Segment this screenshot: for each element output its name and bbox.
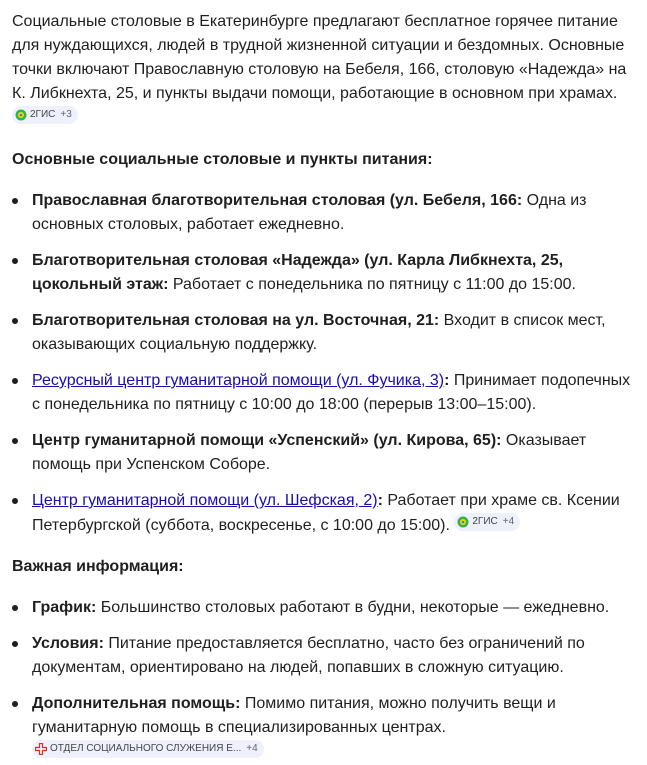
item-title: Благотворительная столовая на ул. Восточная, 21:	[32, 312, 440, 329]
source-chip-2gis[interactable]	[12, 106, 78, 124]
source-chip-2gis[interactable]	[454, 513, 520, 531]
list-item	[12, 309, 635, 357]
item-colon: :	[444, 372, 450, 389]
item-text: Работает при храме св. Ксении Петербургской (суббота, воскресенье, с 10:00 до 15:00).	[32, 492, 620, 534]
chip-more-count: +4	[502, 516, 515, 527]
section-heading-important: Важная информация:	[12, 558, 184, 575]
item-title: Условия:	[32, 635, 104, 652]
list-item	[12, 632, 635, 680]
item-text: Одна из основных столовых, работает ежедневно.	[32, 192, 587, 233]
list-item	[12, 249, 635, 297]
source-chip-social-service[interactable]	[32, 740, 264, 758]
important-list	[12, 596, 635, 765]
item-title: Благотворительная столовая «Надежда» (ул. Карла Либкнехта, 25, цокольный этаж:	[32, 252, 564, 293]
item-text: Принимает подопечных с понедельника по пятницу с 10:00 до 18:00 (перерыв 13:00–15:00).	[32, 372, 631, 413]
list-item	[12, 596, 635, 620]
item-text: Работает с понедельника по пятницу с 11:00 до 15:00.	[168, 276, 576, 293]
item-title: Дополнительная помощь:	[32, 695, 241, 712]
list-item	[12, 489, 635, 538]
chip-label: ОТДЕЛ СОЦИАЛЬНОГО СЛУЖЕНИЯ Е...	[50, 743, 242, 754]
chip-more-count: +4	[246, 743, 258, 754]
2gis-icon	[457, 516, 469, 528]
chip-label: 2ГИС	[30, 109, 56, 120]
shefskaya-center-link[interactable]: Центр гуманитарной помощи (ул. Шефская, 2)	[32, 492, 378, 509]
canteens-list	[12, 189, 635, 538]
list-item	[12, 369, 635, 417]
intro-paragraph	[12, 10, 635, 131]
item-title: График:	[32, 599, 97, 616]
2gis-icon	[15, 109, 27, 121]
resource-center-link[interactable]: Ресурсный центр гуманитарной помощи (ул. Фучика, 3)	[32, 372, 445, 389]
chip-more-count: +3	[60, 109, 72, 120]
item-text: Оказывает помощь при Успенском Соборе.	[32, 432, 587, 473]
item-title: Православная благотворительная столовая (ул. Бебеля, 166:	[32, 192, 523, 209]
item-text: Питание предоставляется бесплатно, часто без ограничений по документам, ориентировано на людей, попавших в сложную ситуацию.	[32, 635, 585, 676]
cross-icon	[35, 743, 47, 755]
section-heading-canteens: Основные социальные столовые и пункты питания:	[12, 151, 433, 168]
list-item	[12, 429, 635, 477]
item-colon: :	[377, 492, 383, 509]
list-item	[12, 189, 635, 237]
chip-label: 2ГИС	[472, 516, 498, 527]
item-title: Центр гуманитарной помощи «Успенский» (ул. Кирова, 65):	[32, 432, 502, 449]
item-text: Входит в список мест, оказывающих социальную поддержку.	[32, 312, 606, 353]
item-text: Помимо питания, можно получить вещи и гуманитарную помощь в специализированных центрах.	[32, 695, 556, 736]
item-text: Большинство столовых работают в будни, некоторые — ежедневно.	[96, 599, 610, 616]
list-item	[12, 692, 635, 765]
intro-text: Социальные столовые в Екатеринбурге предлагают бесплатное горячее питание для нуждающихся, людей в трудной жизненной ситуации и бездомных. Основные точки включают Православную столовую на Бебеля, 166, столовую «Надежда» на К. Либкнехта, 25, и пункты выдачи помощи, работающие в основном при храмах.	[12, 13, 627, 102]
